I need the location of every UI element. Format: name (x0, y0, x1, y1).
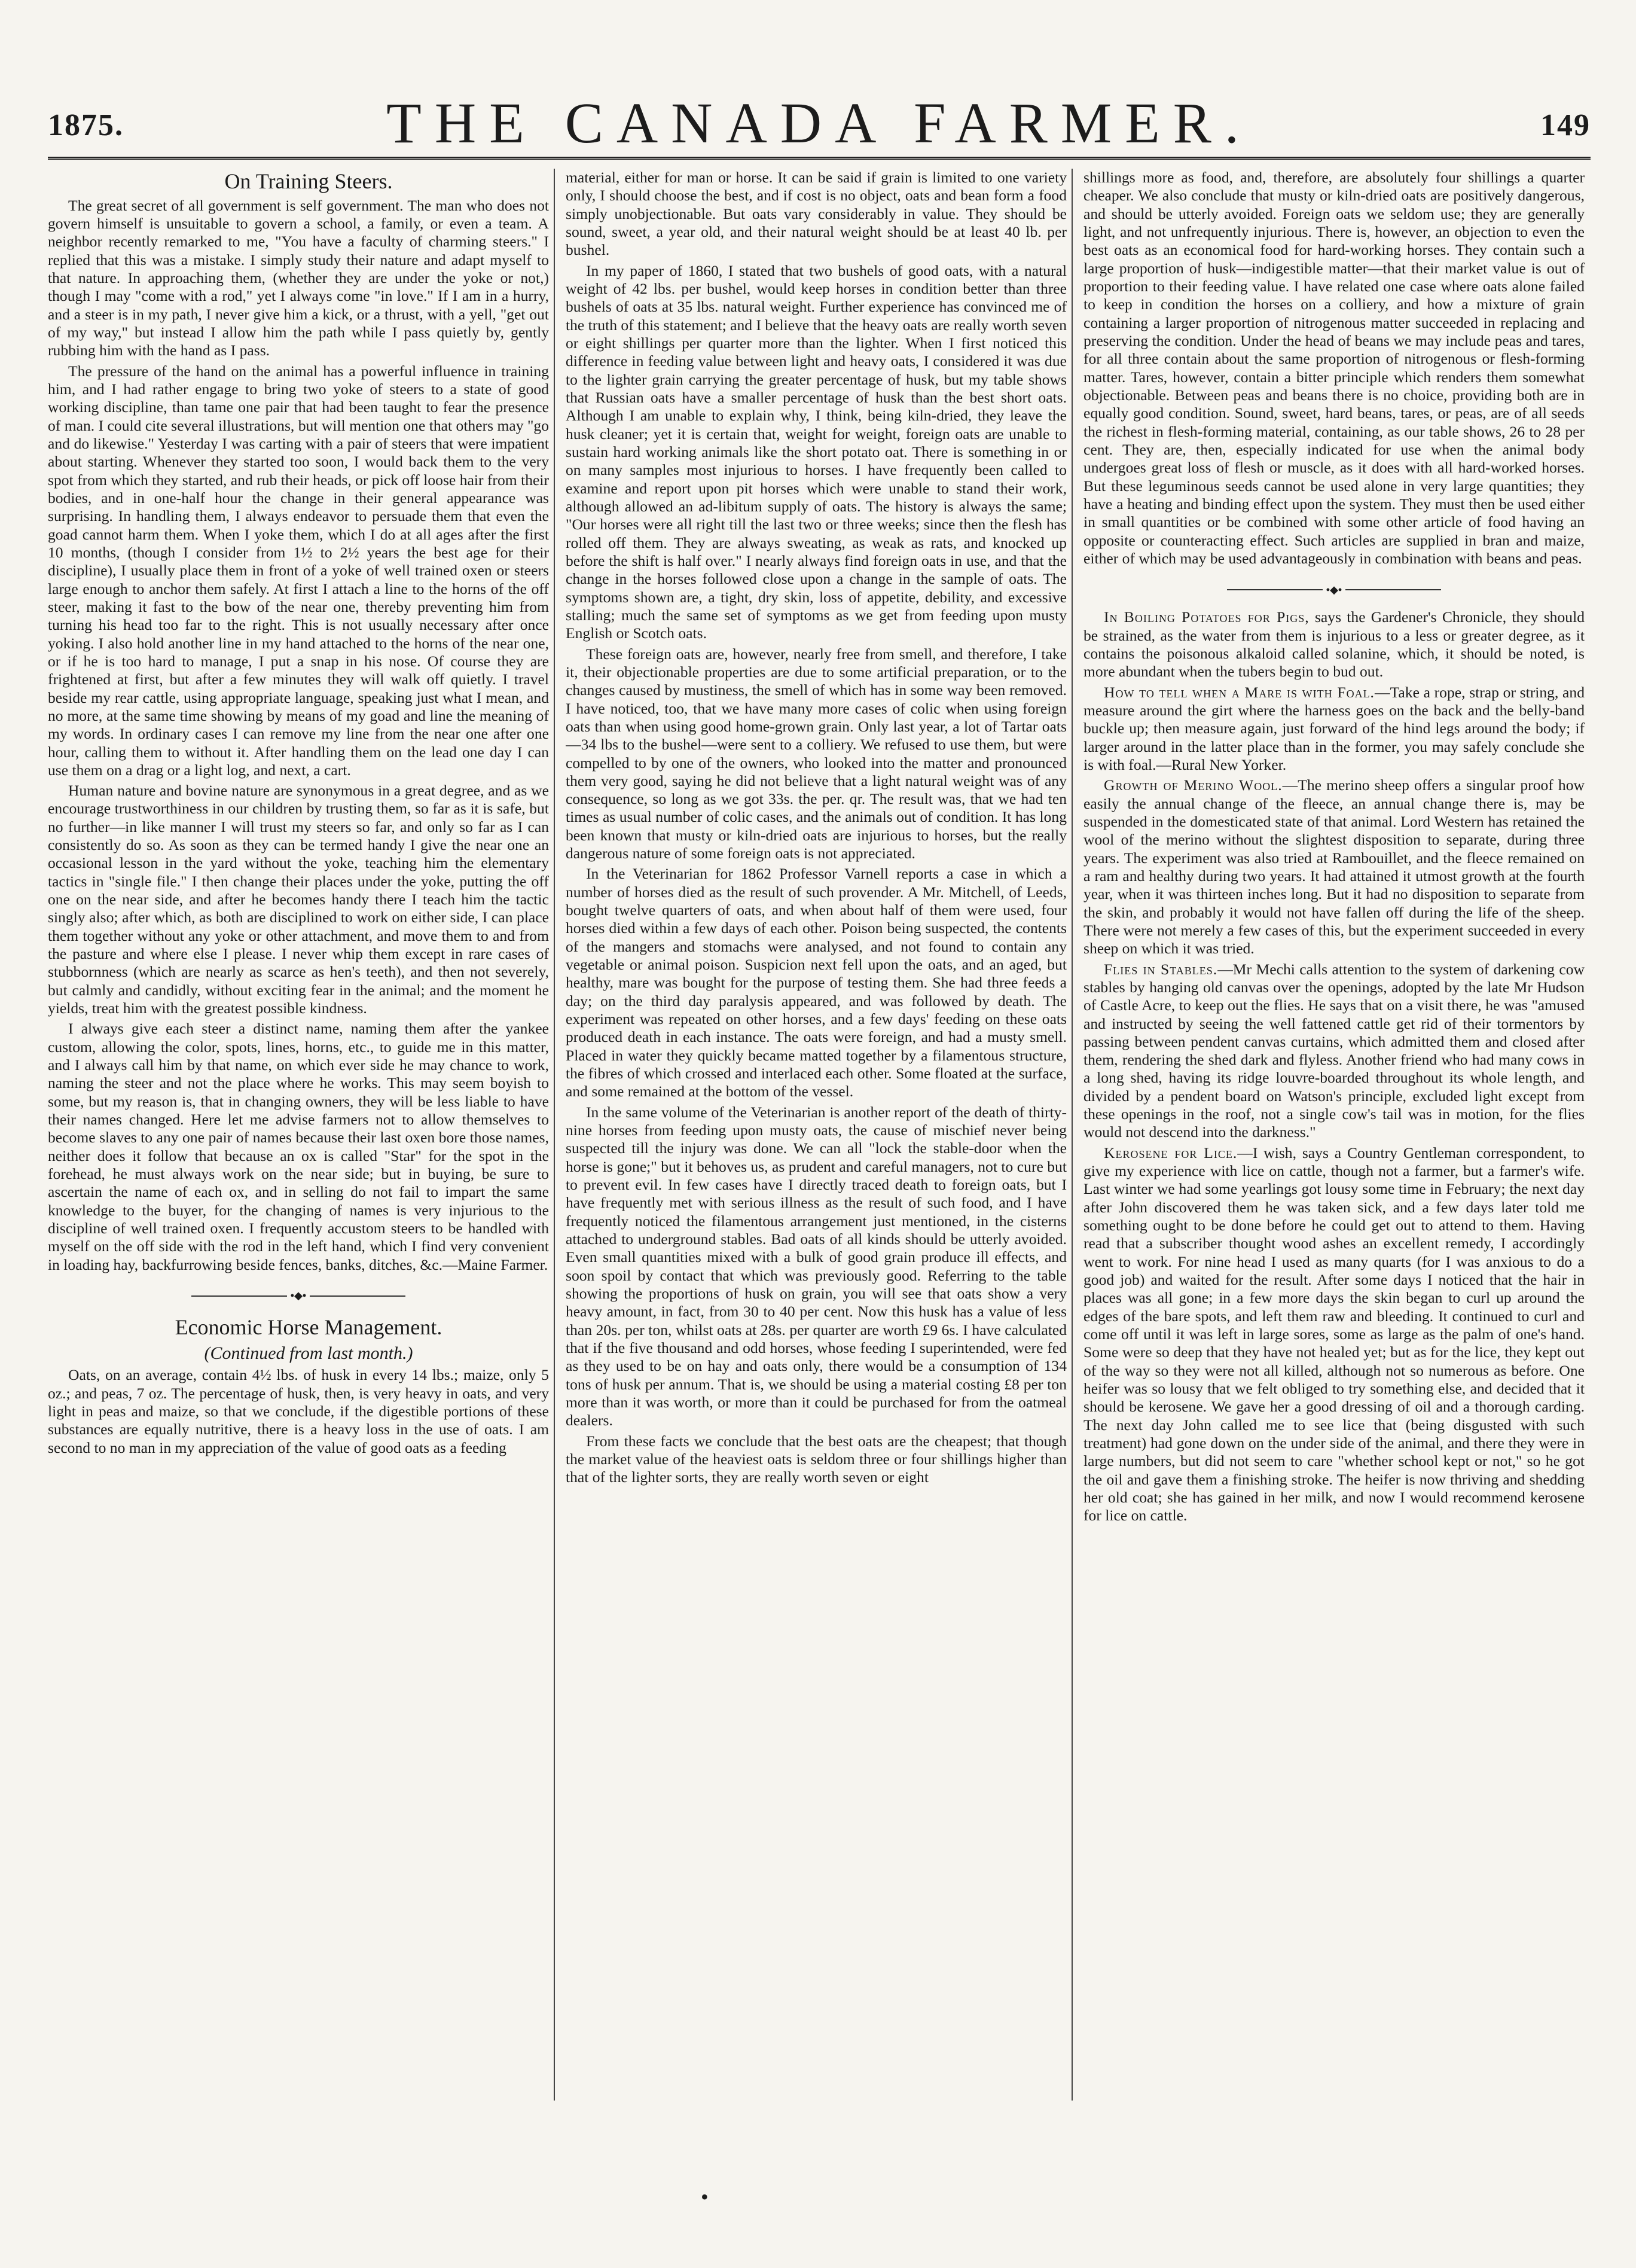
column-3 (1083, 169, 1585, 2142)
item-lead: Growth of Merino Wool. (1104, 776, 1283, 794)
masthead-rule (48, 157, 1591, 160)
item-body: —Mr Mechi calls attention to the system of darkening cow stables by hanging old canvas over the openings, adopted by the late Mr Hudson of Castle Acre, to keep out the flies. He says that on a visit there, he was "amused and instructed by seeing the well fattened cattle get rid of their tormentors by passing between pendent canvas curtains, which admitted them and closed after them, rendering the shed dark and flyless. Another friend who had many cows in a long shed, having its ridge louvre-boarded throughout its whole length, and divided by a pendent board on Watson's principle, excluded light except from these openings in the roof, not a single cow's tail was in motion, for the flies would not descend into the darkness." (1083, 960, 1585, 1141)
item-body: —Take a rope, strap or string, and measure around the girt where the harness goes on the back and the belly-band buckle up; then measure again, just forward of the hind legs around the body; if larger around in the latter place than in the former, you may safely conclude she is with foal.—Rural New Yorker. (1083, 683, 1585, 773)
paragraph: These foreign oats are, however, nearly free from smell, and therefore, I take it, their objectionable properties are due to some artificial preparation, or to the changes caused by mustiness, the smell of which has in some way been removed. I have noticed, too, that we have many more cases of colic when using foreign oats than when using good home-grown grain. Only last year, a lot of Tartar oats—34 lbs to the bushel—were sent to a colliery. We refused to use them, but were compelled to by one of the owners, who looked into the matter and pronounced them very good, saying he did not believe that a light natural weight was of any consequence, so long as we got 33s. the per. qr. The result was, that we had ten times as usual number of colic cases, and the animals out of condition. It has long been known that musty or kiln-dried oats are injurious to horses, but the really dangerous nature of some foreign oats is not appreciated. (566, 645, 1067, 862)
item-boiling-potatoes (1083, 608, 1585, 681)
paragraph: From these facts we conclude that the best oats are the cheapest; that though the market value of the heaviest oats is seldom three or four shillings higher than that of the lighter sorts, they are really worth seven or eight (566, 1432, 1067, 1486)
article-subtitle: (Continued from last month.) (204, 1343, 413, 1363)
paragraph: Oats, on an average, contain 4½ lbs. of husk in every 14 lbs.; maize, only 5 oz.; and peas, 7 oz. The percentage of husk, then, is very heavy in oats, and very light in peas and maize, so that we conclude, if the digestible portions of these substances are equally nutritive, there is a heavy loss in the use of oats. I am second to no man in my appreciation of the value of good oats as a feeding (48, 1366, 549, 1456)
item-lead: In Boiling Potatoes for Pigs, (1104, 608, 1310, 626)
item-body: —The merino sheep offers a singular proof how easily the annual change of the fleece, an annual change there is, may be suspended in the domesticated state of that animal. Lord Western has retained the wool of the merino without the slightest disposition to separate, during three years. The experiment was also tried at Rambouillet, and the fleece remained on a ram and healthy during two years. It had attained it utmost growth at the fourth year, when it was thirteen inches long. But it had no disposition to separate from the skin, and probably it would not have fallen off during the life of the sheep. There were not merely a few cases of this, but the experiment succeeded in every sheep on which it was tried. (1083, 776, 1585, 958)
footer-mark: • (701, 2185, 709, 2209)
column-divider (554, 169, 555, 2101)
paragraph: The great secret of all government is self government. The man who does not govern himself is unsuitable to govern a school, a family, or even a team. A neighbor recently remarked to me, "You have a faculty of charming steers." I replied that this was a mistake. I simply study their nature and adapt myself to that nature. In approaching them, (whether they are under the yoke or not,) though I may "come with a rod," yet I always come "in love." If I am in a hurry, and a steer is in my path, I never give him a kick, or a thrust, with a yell, "get out of my way," but instead I allow him the path while I pass quietly by, gently rubbing him with the hand as I pass. (48, 196, 549, 359)
paragraph: The pressure of the hand on the animal has a powerful influence in training him, and I had rather engage to bring two yoke of steers to a state of good working discipline, than tame one pair that had been taught to fear the presence of man. I could cite several illustrations, but will mention one that others may "go and do likewise." Yesterday I was carting with a pair of steers that were impatient about starting. Whenever they started too soon, I would back them to the very spot from which they started, and rub their heads, or pick off loose hair from their bodies, and in one-half hour the change in their general appearance was surprising. In handling them, I always endeavor to persuade them that even the goad cannot harm them. When I yoke them, which I do at all ages after the first 10 months, (though I consider from 1½ to 2½ years the best age for their discipline), I usually place them in front of a yoke of well trained oxen or steers large enough to anchor them safely. At first I attach a line to the horns of the off steer, making it fast to the bow of the near one, thereby preventing him from turning his head too far to the right. This is not usually necessary after once yoking. I also hold another line in my hand attached to the horns of the near one, or if he is too hard to manage, I put a snap in his nose. Of course they are frightened at first, but after a few minutes they will walk off quietly. I travel beside my rear cattle, using appropriate language, speaking just what I mean, and no more, at the same time showing by means of my goad and line the meaning of my words. In ordinary cases I can remove my line from the near one after one hour, calling them to without it. After handling them on the lead one day I can use them on a drag or a light log, and next, a cart. (48, 362, 549, 779)
section-divider: •◆• (48, 1287, 549, 1303)
item-flies-stables (1083, 961, 1585, 1142)
page-number: 149 (1540, 108, 1591, 142)
column-2 (566, 169, 1067, 2142)
paragraph: In my paper of 1860, I stated that two bushels of good oats, with a natural weight of 42 lbs. per bushel, would keep horses in condition better than three bushels of oats at 35 lbs. natural weight. Further experience has convinced me of the truth of this statement; and I believe that the heavy oats are really worth seven or eight shillings per quarter more than the lighter. When I first noticed this difference in feeding value between light and heavy oats, I considered it was due to the lighter grain carrying the greater percentage of husk, but my table shows that Russian oats have a smaller percentage of husk than the best short oats. Although I am unable to explain why, I think, being kiln-dried, they leave the husk cleaner; yet it is certain that, weight for weight, foreign oats are unable to sustain hard working animals like the short potato oat. There is something in or on many samples most injurious to horses. I have frequently been called to examine and report upon pit horses which were unable to stand their work, although allowed an ad-libitum supply of oats. The history is always the same; "Our horses were all right till the last two or three weeks; since then the flesh has rolled off them. They are always sweating, as weak as rats, and knocked up before the shift is half over." I nearly always find foreign oats in use, and that the change in the horses followed close upon a change in the sample of oats. The symptoms shown are, a tight, dry skin, loss of appetite, debility, and excessive stalling; much the same set of symptoms as we get from feeding upon musty English or Scotch oats. (566, 261, 1067, 642)
paragraph: In the Veterinarian for 1862 Professor Varnell reports a case in which a number of horses died as the result of such provender. A Mr. Mitchell, of Leeds, bought twelve quarters of oats, and when about half of them were used, four horses died within a few days of each other. Poison being suspected, the contents of the mangers and stomachs were analysed, and not found to contain any vegetable or animal poison. Suspicion next fell upon the oats, and an aged, but healthy, mare was bought for the purpose of testing them. She had three feeds a day; on the third day paralysis appeared, and was followed by death. The experiment was repeated on other horses, and a few days' feeding on these oats produced death in each instance. The oats were foreign, and had a musty smell. Placed in water they quickly became matted together by a filamentous structure, the fibres of which crossed and interlaced each other. Some floated at the surface, and some remained at the bottom of the vessel. (566, 865, 1067, 1101)
item-kerosene-lice (1083, 1144, 1585, 1525)
item-body: —I wish, says a Country Gentleman correspondent, to give my experience with lice on cattle, though not a farmer, but a farmer's wife. Last winter we had some yearlings got lousy some time in February; the next day after John discovered them he was taken sick, and a few days later told me something ought to be done before he could get out to attend to them. Having read that a subscriber thought wood ashes an excellent remedy, I accordingly went to work. For nine head I used as many quarts (for I was anxious to do a good job) and waited for the result. After some days I noticed that the hair in places was all gone; in a few more days the skin began to curl up around the edges of the bare spots, and left them raw and bleeding. It continued to curl and come off until it was left in large sores, some as large as the palm of one's hand. Some were so deep that they have not healed yet; but as for the lice, they kept out of the way so they were not all killed, although not so numerous as before. One heifer was so lousy that we felt obliged to try something else, and decided that it should be kerosene. We gave her a good dressing of oil and a thorough carding. The next day John called me to see lice that (being disgusted with such treatment) had gone down on the under side of the animal, and there they were in large numbers, but did not seem to care "whether school kept or not," so he got the oil and gave them a finishing stroke. The heifer is now thriving and shedding her old coat; she has gained in her milk, and now I would recommend kerosene for lice on cattle. (1083, 1144, 1585, 1525)
issue-year: 1875. (48, 108, 124, 142)
paragraph: In the same volume of the Veterinarian is another report of the death of thirty-nine horses from feeding upon musty oats, the cause of mischief never being suspected till the injury was done. We can all "lock the stable-door when the horse is gone;" but it behoves us, as prudent and careful managers, not to cure but to prevent evil. In few cases have I directly traced death to foreign oats, but I have frequently met with serious illness as the result of such food, and I have frequently noticed the filamentous arrangement just mentioned, in the cisterns attached to underground stables. Bad oats of all kinds should be utterly avoided. Even small quantities mixed with a bulk of good grain produce ill effects, and soon spoil by contact that which was previously good. Referring to the table showing the proportions of husk on grain, you will see that oats show a very heavy amount, in fact, from 30 to 40 per cent. Now this husk has a value of less than 20s. per ton, whilst oats at 28s. per quarter are worth £9 6s. I have calculated that if the five thousand and odd horses, whose feeding I superintended, were fed as they used to be on hay and oats only, there would be a consumption of 134 tons of husk per annum. That is, we should be using a material costing £8 per ton more than it was worth, or more than it could be purchased for from the oatmeal dealers. (566, 1103, 1067, 1429)
article-title-horse-management: Economic Horse Management. (175, 1315, 442, 1340)
item-body: says the Gardener's Chronicle, they should be strained, as the water from them is injurious to a less or greater degree, as it contains the poisonous alkaloid called solanine, which, it should be noted, is more abundant when the tubers begin to bud out. (1083, 608, 1585, 681)
article-title-training-steers: On Training Steers. (224, 169, 393, 193)
paragraph: I always give each steer a distinct name, naming them after the yankee custom, allowing the color, spots, lines, horns, etc., to guide me in this matter, and I always call him by that name, on which ever side he may chance to work, naming the steer and not the place where he works. This may seem boyish to some, but my reason is, that in changing owners, they will be less liable to have their names changed. Here let me advise farmers not to allow themselves to become slaves to any one pair of names because their last oxen bore those names, neither does it follow that because an ox is called "Star" for the spot in the forehead, he must always work on the near side; but in buying, be sure to ascertain the name of each ox, and in selling do not fail to impart the same knowledge to the buyer, for the changing of names is very injurious to the discipline of well trained oxen. I frequently accustom steers to be handled with myself on the off side with the rod in the left hand, which I find very convenient in loading hay, backfurrowing beside fences, banks, ditches, &c.—Maine Farmer. (48, 1020, 549, 1273)
newspaper-title: THE CANADA FARMER. (386, 91, 1252, 155)
item-lead: Flies in Stables. (1104, 960, 1218, 978)
paragraph: material, either for man or horse. It can be said if grain is limited to one variety only, I should choose the best, and if cost is no object, oats and bean form a food simply unobjectionable. But oats vary considerably in value. They should be sound, sweet, a year old, and their natural weight should be at least 40 lb. per bushel. (566, 169, 1067, 259)
paragraph: shillings more as food, and, therefore, are absolutely four shillings a quarter cheaper. We also conclude that musty or kiln-dried oats are positively dangerous, and should be utterly avoided. Foreign oats we seldom use; they are generally light, and not unfrequently injurious. There is, however, an objection to even the best oats as an economical food for hard-working horses. They contain such a large proportion of husk—indigestible matter—that their market value is out of proportion to their feeding value. I have related one case where oats alone failed to keep in condition the horses on a colliery, and how a mixture of grain containing a larger proportion of nitrogenous matter succeeded in replacing and preserving the condition. Under the head of beans we may include peas and tares, for all three contain about the same proportion of nitrogenous or flesh-forming matter. Tares, however, contain a bitter principle which renders them somewhat objectionable. Between peas and beans there is no choice, providing both are in equally good condition. Sound, sweet, hard beans, tares, or peas, are of all seeds the richest in flesh-forming material, containing, as our table shows, 26 to 28 per cent. They are, then, especially indicated for use when the animal body undergoes great loss of flesh or muscle, as it does with all hard-worked horses. But these leguminous seeds cannot be used alone in very large quantities; they have a heating and binding effect upon the system. They must then be used either in small quantities or be combined with some other article of food having an opposite or counteracting effect. Such articles are supplied in bran and maize, either of which may be used advantageously in combination with beans and peas. (1083, 169, 1585, 567)
item-merino-wool (1083, 776, 1585, 958)
column-1 (48, 169, 549, 2142)
column-divider (1072, 169, 1073, 2101)
item-lead: Kerosene for Lice. (1104, 1144, 1238, 1162)
paragraph: Human nature and bovine nature are synonymous in a great degree, and as we encourage trustworthiness in our children by trusting them, so far as it is safe, but no further—in like manner I will trust my steers so far, and only so far as I can consistently do so. As soon as they can be termed handy I give the near one an occasional lesson in the yard without the yoke, teaching him the elementary tactics in "single file." I then change their places under the yoke, putting the off one on the near side, and after he becomes handy there I teach him the tactic singly also; after which, as both are disciplined to work on either side, I can place them together without any yoke or other attachment, and move them to and from the pasture and where else I please. I never whip them except in rare cases of stubbornness (which are nearly as scarce as hen's teeth), and then not severely, but calmly and candidly, without exciting fear in the animal; and the moment he yields, treat him with the greatest possible kindness. (48, 782, 549, 1017)
section-divider: •◆• (1083, 581, 1585, 596)
item-lead: How to tell when a Mare is with Foal. (1104, 683, 1375, 701)
masthead (48, 90, 1591, 156)
item-mare-foal (1083, 684, 1585, 775)
